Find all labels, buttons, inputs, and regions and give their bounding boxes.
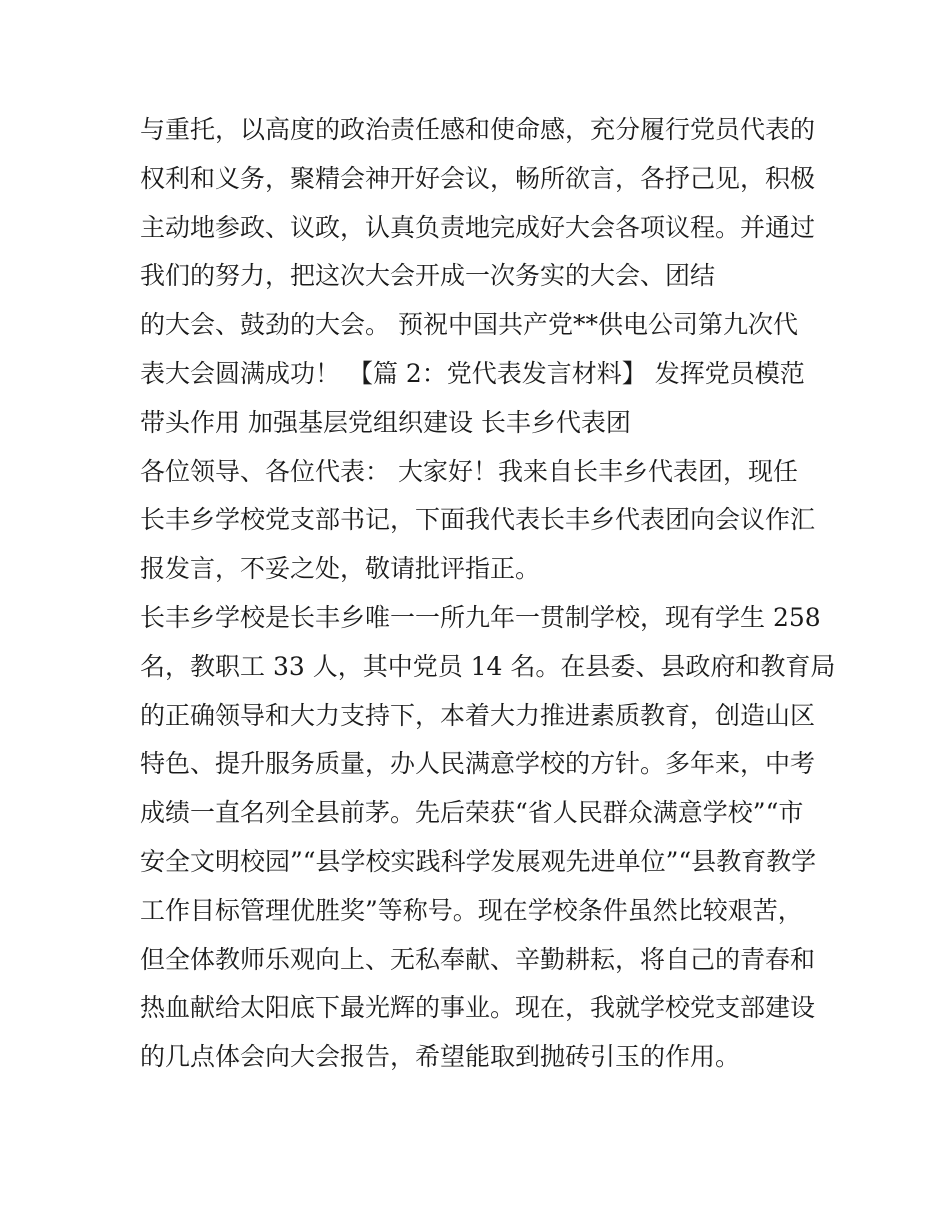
text-line: 的正确领导和大力支持下，本着大力推进素质教育，创造山区 — [140, 700, 816, 730]
text-line: 名，教职工 33 人，其中党员 14 名。在县委、县政府和教育局 — [140, 651, 836, 681]
text-line: 我们的努力，把这次大会开成一次务实的大会、团结 — [140, 261, 716, 291]
body-text — [140, 106, 836, 1082]
text-line: 各位领导、各位代表： 大家好！我来自长丰乡代表团，现任 — [140, 456, 798, 486]
text-line: 长丰乡学校是长丰乡唯一一所九年一贯制学校，现有学生 258 — [140, 602, 821, 632]
text-line: 特色、提升服务质量，办人民满意学校的方针。多年来，中考 — [140, 749, 816, 779]
text-line: 的大会、鼓劲的大会。 预祝中国共产党**供电公司第九次代 — [140, 310, 798, 340]
text-line: 表大会圆满成功！ 【篇 2：党代表发言材料】 发挥党员模范 — [140, 358, 805, 388]
text-line: 但全体教师乐观向上、无私奉献、辛勤耕耘，将自己的青春和 — [140, 944, 816, 974]
text-line: 与重托，以高度的政治责任感和使命感，充分履行党员代表的 — [140, 115, 816, 144]
text-line: 的几点体会向大会报告，希望能取到抛砖引玉的作用。 — [140, 1042, 741, 1072]
text-line: 工作目标管理优胜奖”等称号。现在学校条件虽然比较艰苦， — [140, 895, 803, 925]
text-line: 权利和义务，聚精会神开好会议，畅所欲言，各抒己见，积极 — [140, 163, 816, 193]
text-line: 热血献给太阳底下最光辉的事业。现在，我就学校党支部建设 — [140, 993, 816, 1023]
text-line: 报发言，不妥之处，敬请批评指正。 — [140, 554, 541, 584]
text-line: 安全文明校园”“县学校实践科学发展观先进单位”“县教育教学 — [140, 846, 817, 876]
text-line: 长丰乡学校党支部书记，下面我代表长丰乡代表团向会议作汇 — [140, 505, 816, 535]
text-line: 成绩一直名列全县前茅。先后荣获“省人民群众满意学校”“市 — [140, 798, 804, 828]
text-line: 带头作用 加强基层党组织建设 长丰乡代表团 — [140, 407, 631, 437]
text-line: 主动地参政、议政，认真负责地完成好大会各项议程。并通过 — [140, 212, 816, 242]
